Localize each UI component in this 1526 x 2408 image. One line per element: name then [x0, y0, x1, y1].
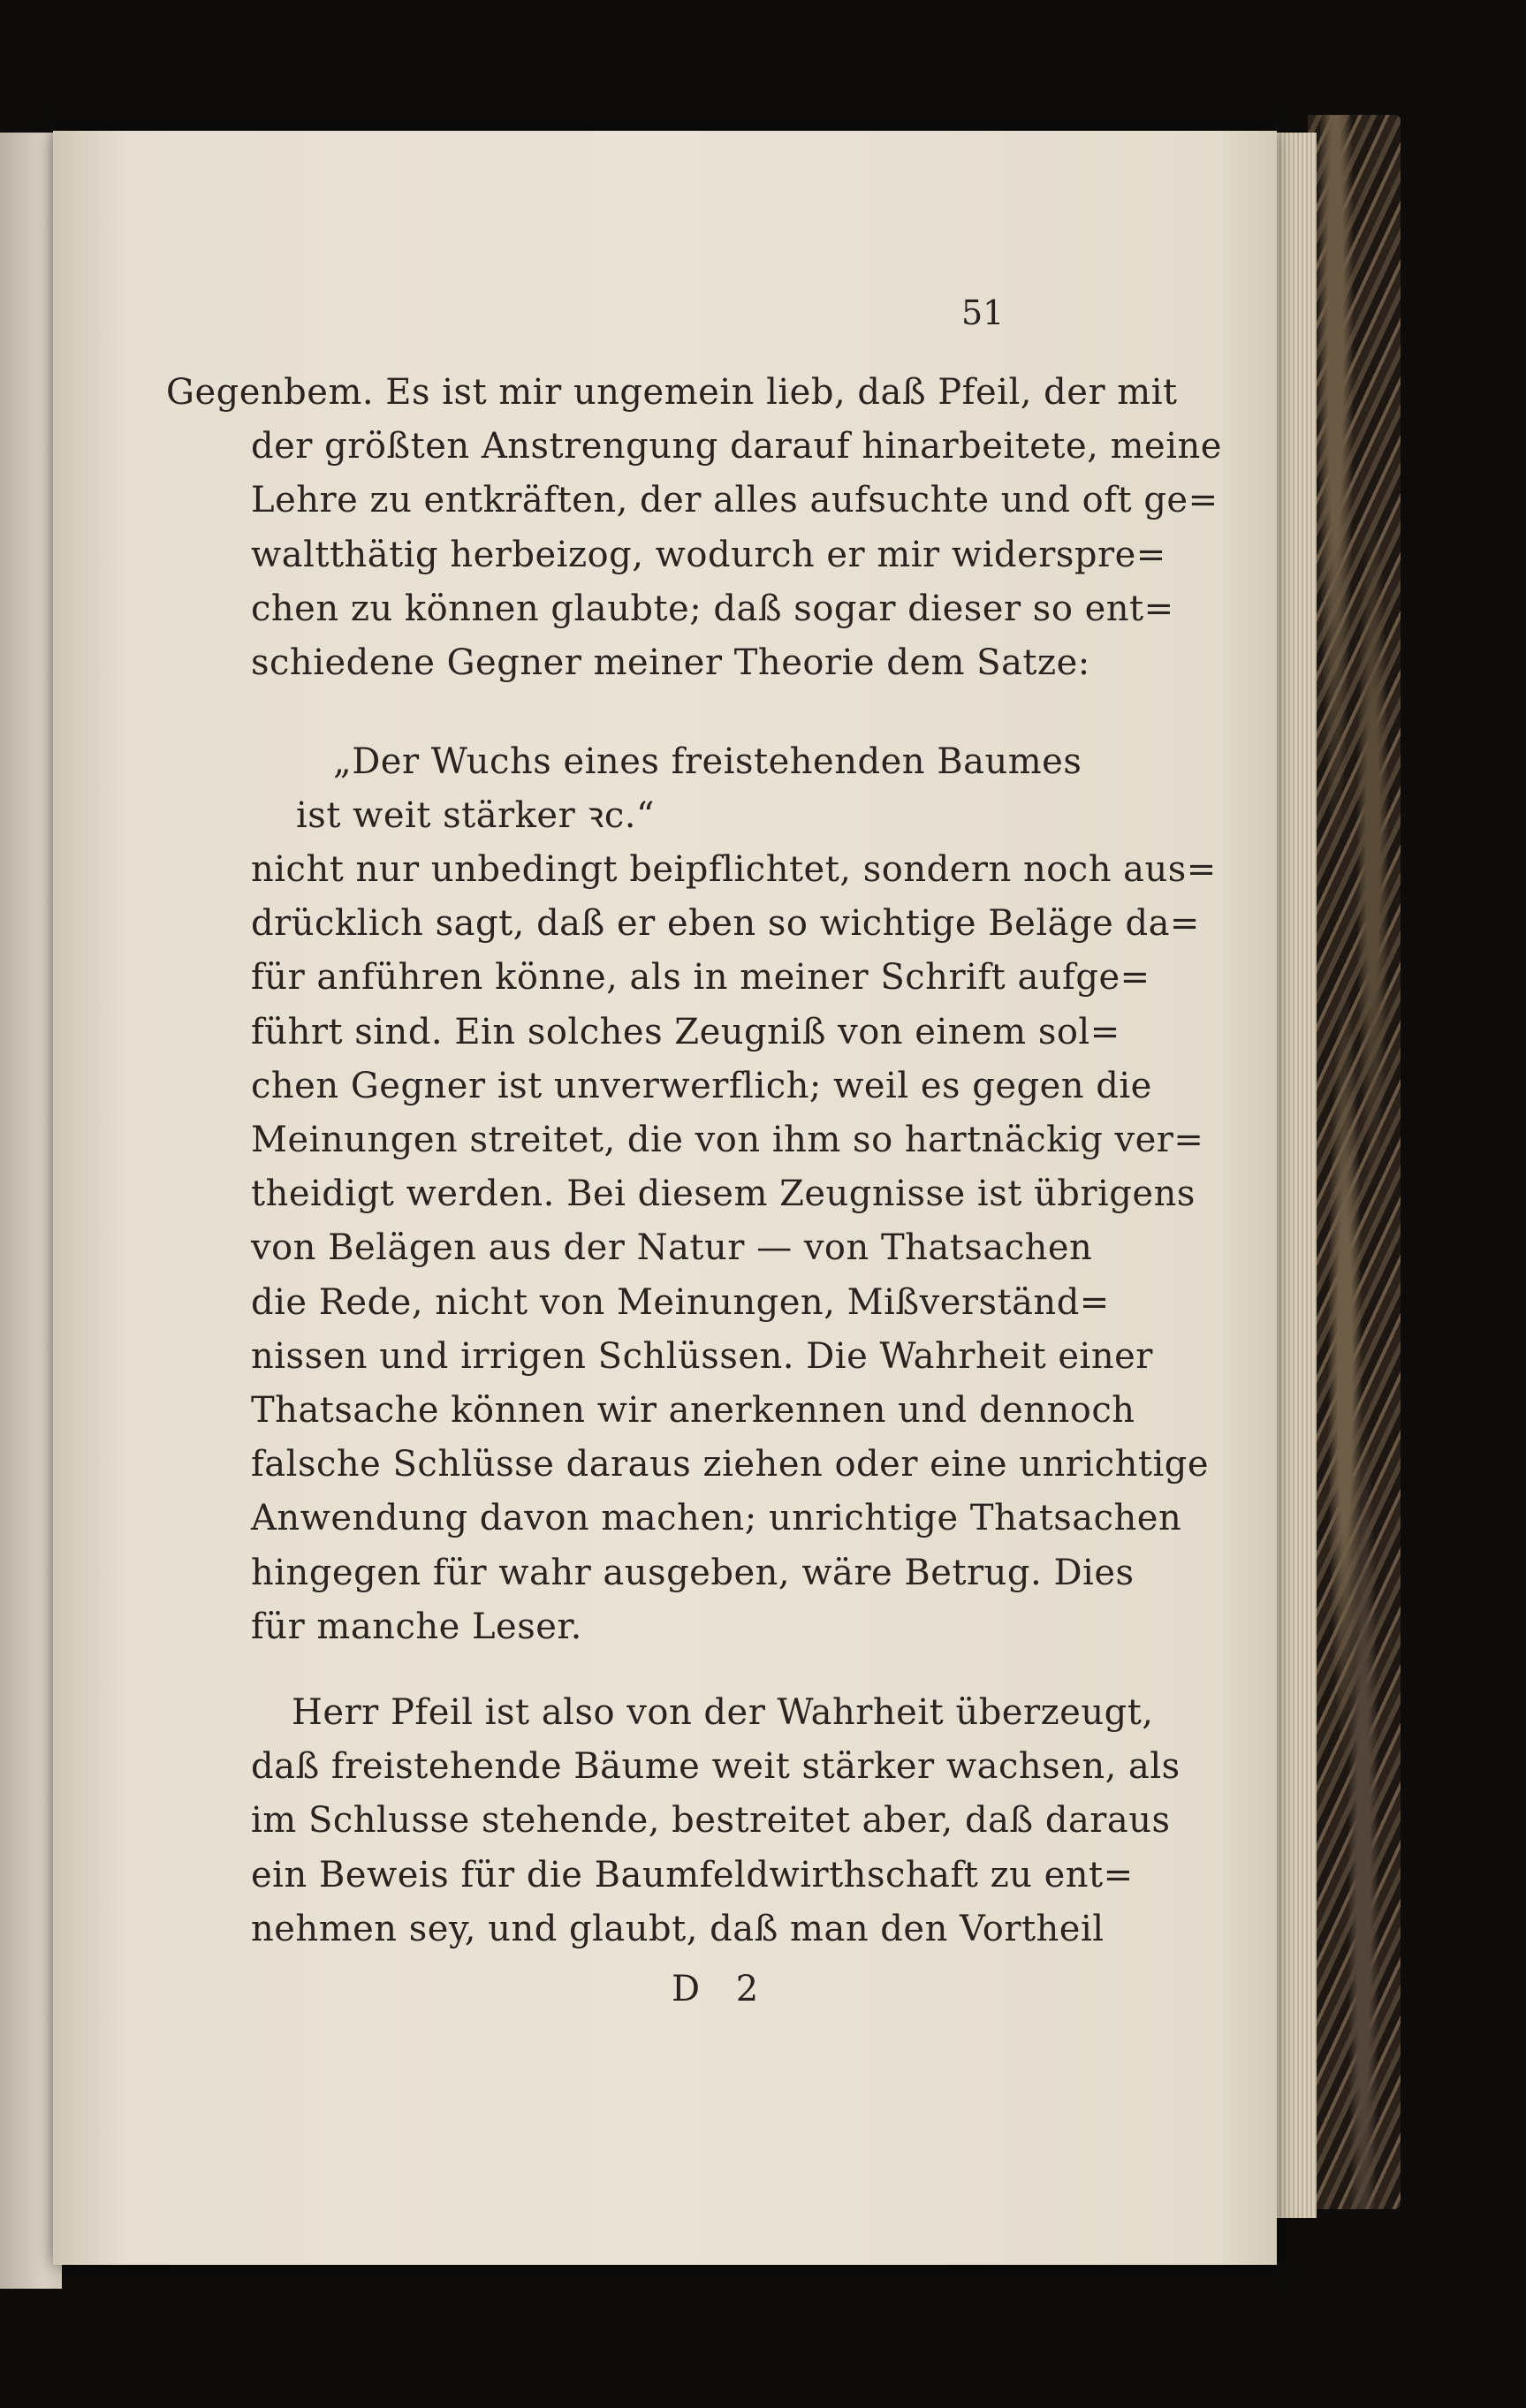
text-line: falsche Schlüsse daraus ziehen oder eine unrichtige	[251, 1444, 1210, 1485]
text-line: für manche Leser.	[251, 1606, 582, 1647]
paragraph-2	[251, 843, 1217, 1654]
book-edge-marbled	[1308, 115, 1401, 2209]
paragraph-3	[251, 1686, 1181, 1956]
text-line: waltthätig herbeizog, wodurch er mir widerspre=	[251, 534, 1166, 575]
page-number: 51	[961, 293, 1005, 332]
text-line: daß freistehende Bäume weit stärker wachsen, als	[251, 1746, 1181, 1788]
text-line: Gegenbem. Es ist mir ungemein lieb, daß Pfeil, der mit	[166, 372, 1178, 413]
text-line: nehmen sey, und glaubt, daß man den Vortheil	[251, 1908, 1105, 1949]
quote-line: „Der Wuchs eines freistehenden Baumes	[333, 741, 1082, 782]
text-line: schiedene Gegner meiner Theorie dem Satze:	[251, 642, 1090, 684]
text-line: drücklich sagt, daß er eben so wichtige Beläge da=	[251, 903, 1200, 945]
text-line: nicht nur unbedingt beipflichtet, sondern noch aus=	[251, 849, 1217, 890]
text-line: von Belägen aus der Natur — von Thatsachen	[251, 1227, 1093, 1269]
signature-mark: D 2	[672, 1969, 771, 2009]
quote-line: ist weit stärker ꝛc.“	[296, 795, 655, 837]
text-line: nissen und irrigen Schlüssen. Die Wahrheit einer	[251, 1335, 1153, 1377]
text-line: für anführen könne, als in meiner Schrift aufge=	[251, 957, 1150, 999]
text-line: Herr Pfeil ist also von der Wahrheit überzeugt,	[292, 1692, 1154, 1733]
text-line: hingegen für wahr ausgeben, wäre Betrug. Dies	[251, 1552, 1135, 1593]
text-line: Meinungen streitet, die von ihm so hartnäckig ver=	[251, 1120, 1204, 1161]
text-line: führt sind. Ein solches Zeugniß von einem sol=	[251, 1011, 1120, 1052]
text-line: die Rede, nicht von Meinungen, Mißverständ=	[251, 1281, 1110, 1323]
text-line: chen zu können glaubte; daß sogar dieser so ent=	[251, 588, 1174, 629]
text-line: der größten Anstrengung darauf hinarbeitete, meine	[251, 426, 1222, 467]
text-line: Thatsache können wir anerkennen und dennoch	[251, 1390, 1135, 1432]
text-line: im Schlusse stehende, bestreitet aber, daß daraus	[251, 1800, 1171, 1842]
text-line: ein Beweis für die Baumfeldwirthschaft zu ent=	[251, 1854, 1134, 1895]
quotation	[296, 735, 1082, 843]
text-line: theidigt werden. Bei diesem Zeugnisse ist übrigens	[251, 1174, 1196, 1215]
text-line: Lehre zu entkräften, der alles aufsuchte und oft ge=	[251, 480, 1219, 521]
paragraph-1	[166, 366, 1222, 690]
text-line: Anwendung davon machen; unrichtige Thatsachen	[251, 1498, 1182, 1539]
text-line: chen Gegner ist unverwerflich; weil es gegen die	[251, 1065, 1152, 1106]
